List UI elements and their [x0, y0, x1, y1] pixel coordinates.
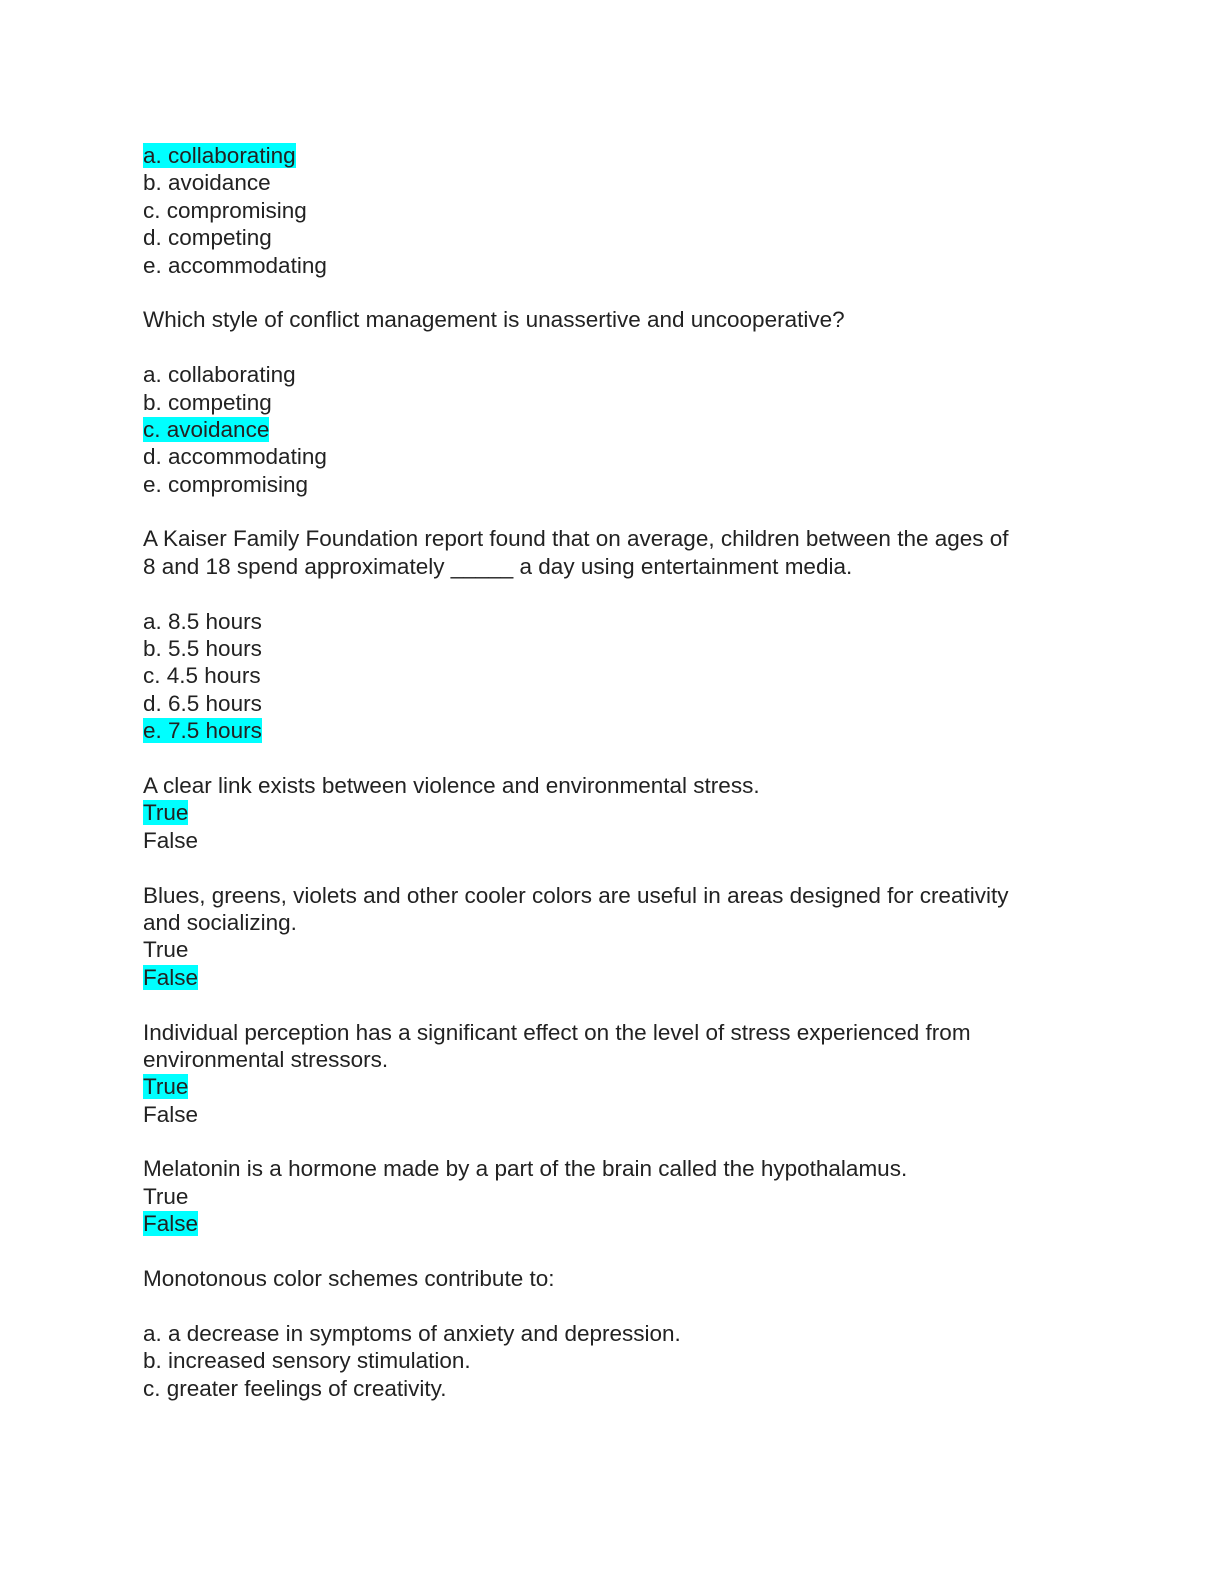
question-spacer — [143, 1292, 1083, 1319]
answer-text: False — [143, 1101, 199, 1127]
answer-option — [143, 1101, 1083, 1128]
block-spacer — [143, 498, 1083, 525]
question-text: Individual perception has a significant effect on the level of stress experienced from — [143, 1019, 971, 1045]
answer-text: False — [143, 827, 199, 853]
highlighted-answer: e. 7.5 hours — [143, 718, 262, 744]
answer-text: d. 6.5 hours — [143, 690, 262, 716]
answer-option — [143, 361, 1083, 388]
answer-option — [143, 936, 1083, 963]
answer-text: c. compromising — [143, 197, 307, 223]
answer-option — [143, 252, 1083, 279]
document-page — [143, 142, 1083, 1402]
answer-option — [143, 827, 1083, 854]
answer-option — [143, 608, 1083, 635]
answer-text: b. avoidance — [143, 170, 271, 196]
answer-text: a. a decrease in symptoms of anxiety and depression. — [143, 1320, 681, 1346]
answer-option — [143, 1375, 1083, 1402]
question-text: and socializing. — [143, 909, 297, 935]
highlighted-answer: False — [143, 964, 199, 990]
block-spacer — [143, 991, 1083, 1018]
question-block — [143, 854, 1083, 991]
answer-option — [143, 1347, 1083, 1374]
answer-text: b. increased sensory stimulation. — [143, 1348, 471, 1374]
answer-text: c. greater feelings of creativity. — [143, 1375, 447, 1401]
answer-option — [143, 799, 1083, 826]
question-text: Monotonous color schemes contribute to: — [143, 1266, 555, 1292]
answer-text: b. 5.5 hours — [143, 636, 262, 662]
answer-option — [143, 197, 1083, 224]
answer-option — [143, 142, 1083, 169]
question-text: environmental stressors. — [143, 1046, 389, 1072]
answer-option — [143, 635, 1083, 662]
answer-option — [143, 964, 1083, 991]
answer-text: d. competing — [143, 225, 272, 251]
block-spacer — [143, 279, 1083, 306]
question-block — [143, 1128, 1083, 1238]
answer-option — [143, 717, 1083, 744]
answer-text: True — [143, 937, 189, 963]
answer-text: a. collaborating — [143, 362, 296, 388]
answer-option — [143, 169, 1083, 196]
answer-option — [143, 1210, 1083, 1237]
highlighted-answer: c. avoidance — [143, 416, 270, 442]
question-text: 8 and 18 spend approximately _____ a day using entertainment media. — [143, 553, 853, 579]
highlighted-answer: True — [143, 800, 189, 826]
answer-option — [143, 1073, 1083, 1100]
answer-option — [143, 224, 1083, 251]
question-spacer — [143, 334, 1083, 361]
highlighted-answer: a. collaborating — [143, 143, 296, 168]
answer-text: b. competing — [143, 389, 272, 415]
question-text: A Kaiser Family Foundation report found that on average, children between the ages of — [143, 526, 1009, 552]
question-text: A clear link exists between violence and environmental stress. — [143, 772, 760, 798]
block-spacer — [143, 854, 1083, 881]
answer-text: e. compromising — [143, 471, 309, 497]
question-text: Melatonin is a hormone made by a part of the brain called the hypothalamus. — [143, 1156, 908, 1182]
block-spacer — [143, 745, 1083, 772]
answer-option — [143, 389, 1083, 416]
question-block — [143, 498, 1083, 745]
answer-option — [143, 443, 1083, 470]
question-spacer — [143, 580, 1083, 607]
question-block — [143, 991, 1083, 1128]
answer-option — [143, 1320, 1083, 1347]
answer-text: d. accommodating — [143, 444, 327, 470]
question-block — [143, 745, 1083, 855]
block-spacer — [143, 1238, 1083, 1265]
answer-option — [143, 416, 1083, 443]
answer-option — [143, 471, 1083, 498]
question-block — [143, 279, 1083, 498]
block-spacer — [143, 1128, 1083, 1155]
answer-option — [143, 1183, 1083, 1210]
answer-option — [143, 690, 1083, 717]
question-block — [143, 1238, 1083, 1402]
answer-text: c. 4.5 hours — [143, 663, 261, 689]
answer-text: True — [143, 1183, 189, 1209]
question-text: Which style of conflict management is unassertive and uncooperative? — [143, 307, 845, 333]
answer-option — [143, 662, 1083, 689]
question-text: Blues, greens, violets and other cooler colors are useful in areas designed for creativity — [143, 882, 1009, 908]
question-block — [143, 142, 1083, 279]
highlighted-answer: False — [143, 1211, 199, 1237]
answer-text: a. 8.5 hours — [143, 608, 262, 634]
highlighted-answer: True — [143, 1074, 189, 1100]
answer-text: e. accommodating — [143, 252, 327, 278]
